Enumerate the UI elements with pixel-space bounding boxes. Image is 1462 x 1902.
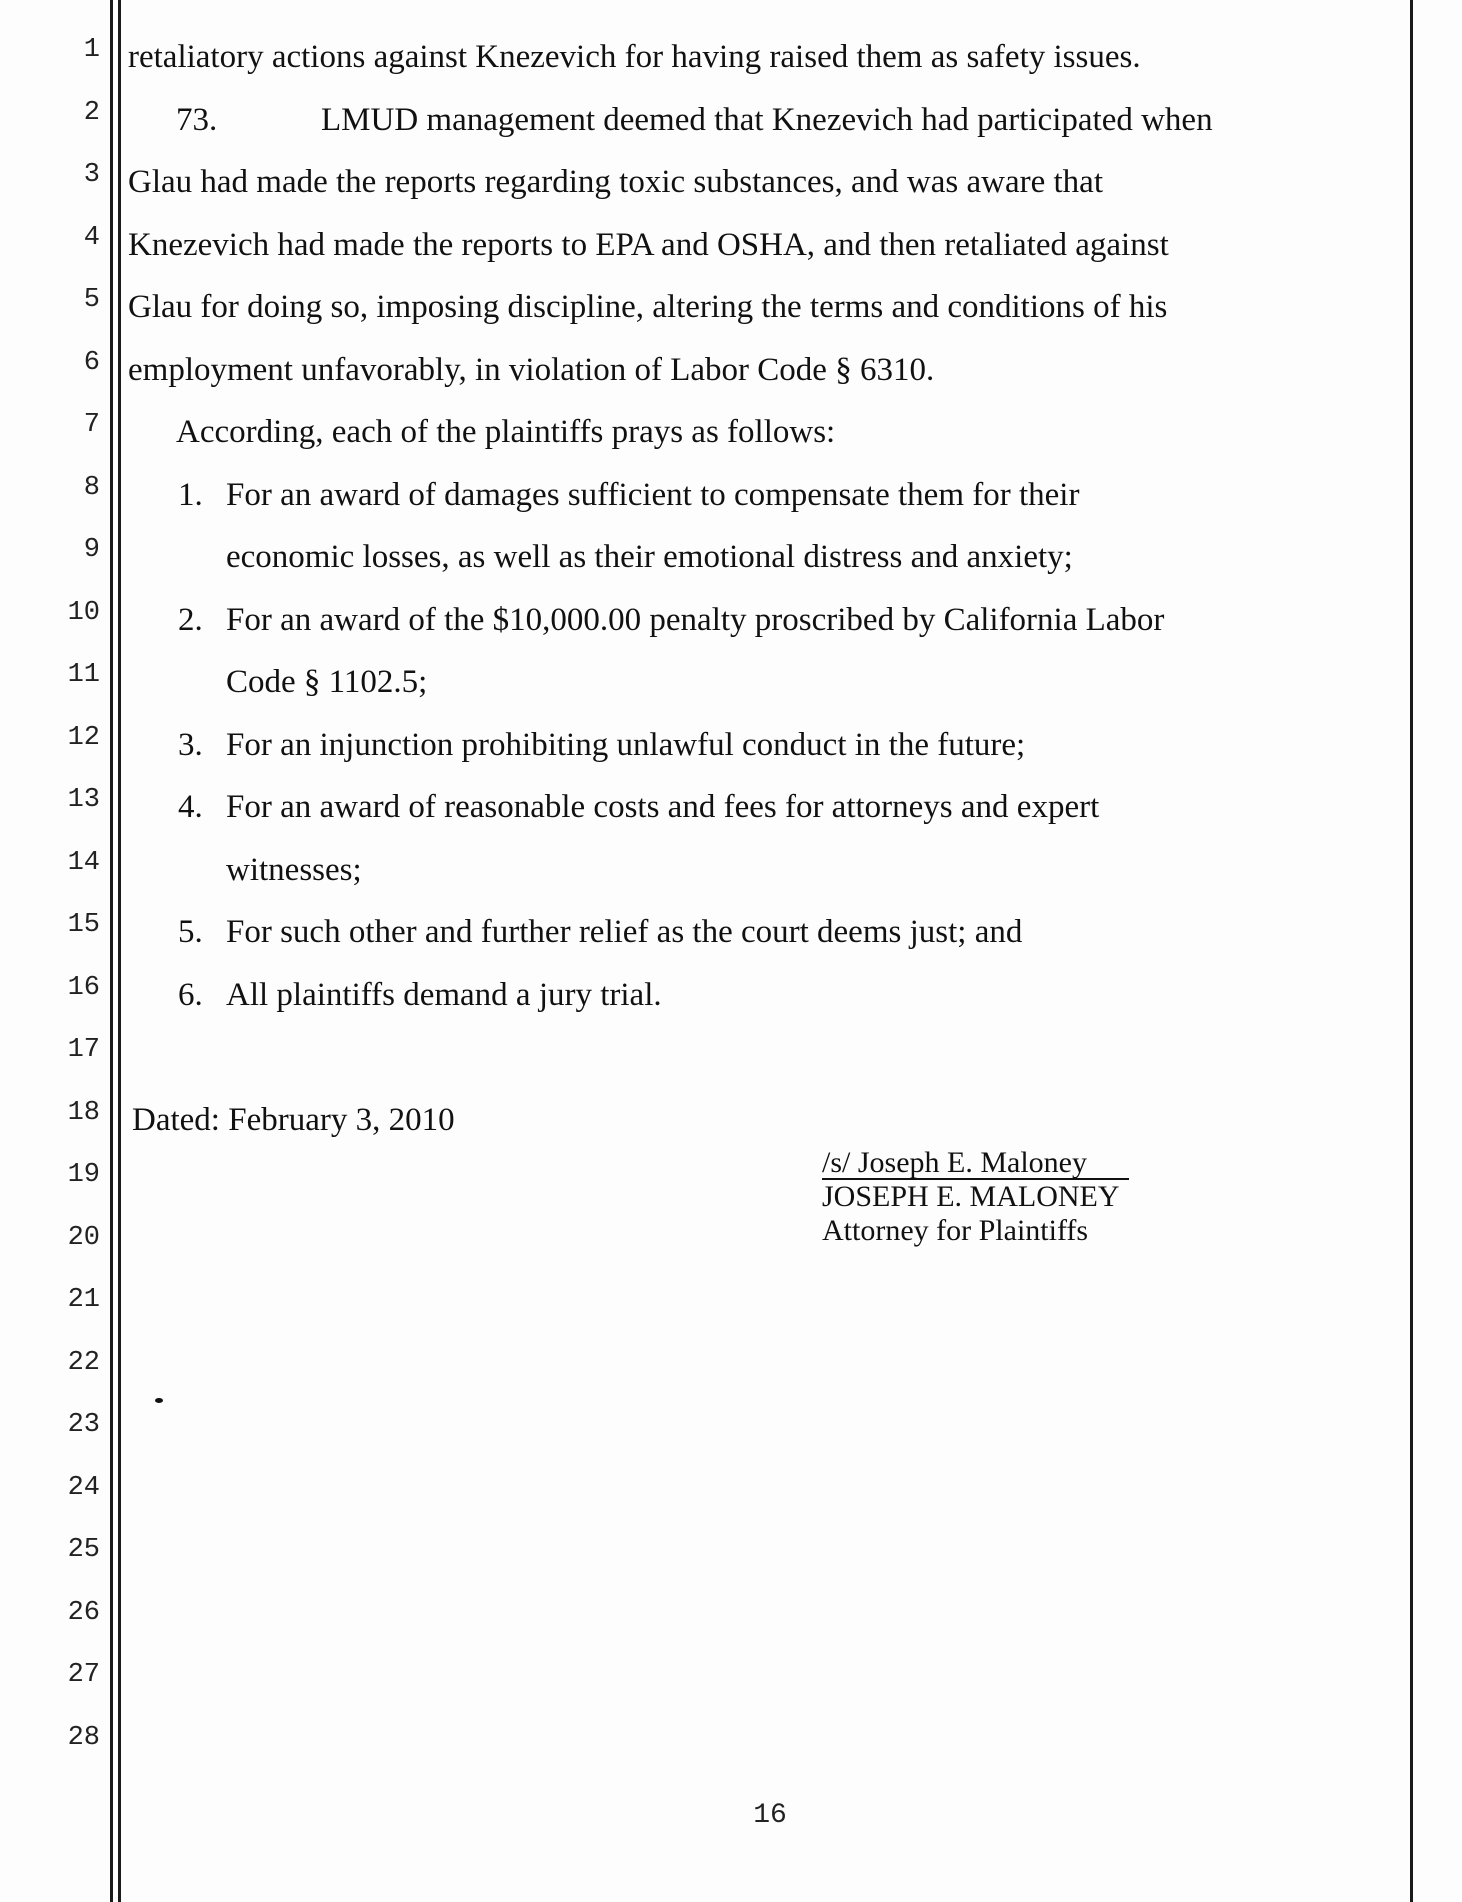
text-line: Glau for doing so, imposing discipline, altering the terms and conditions of his — [128, 289, 1168, 325]
line-number: 22 — [67, 1347, 100, 1378]
prayer-item-text: All plaintiffs demand a jury trial. — [226, 976, 662, 1013]
line-number: 21 — [67, 1285, 100, 1315]
line-number: 23 — [67, 1410, 100, 1440]
paragraph-number: 73. — [176, 101, 218, 138]
prayer-item-number: 4. — [178, 789, 203, 825]
text-line: retaliatory actions against Knezevich for having raised them as safety issues. — [128, 39, 1141, 75]
prayer-item-continuation: economic losses, as well as their emotional distress and anxiety; — [226, 539, 1073, 575]
left-margin-rule-inner — [118, 0, 121, 1902]
page-number: 16 — [753, 1800, 787, 1831]
line-number: 25 — [67, 1535, 100, 1565]
line-number: 15 — [67, 910, 100, 940]
line-numbers — [40, 28, 100, 1778]
line-number: 7 — [83, 410, 100, 440]
prayer-item-number: 1. — [178, 476, 203, 513]
line-number: 18 — [67, 1097, 100, 1128]
line-number: 8 — [83, 472, 100, 503]
line-number: 2 — [83, 97, 100, 128]
prayer-item-continuation: witnesses; — [226, 851, 362, 888]
line-number: 26 — [67, 1597, 100, 1628]
prayer-item — [128, 589, 1398, 652]
line-number: 4 — [83, 222, 100, 253]
text-line: LMUD management deemed that Knezevich had participated when — [321, 101, 1213, 138]
line-number: 16 — [67, 972, 100, 1003]
prayer-item-text: For an award of the $10,000.00 penalty proscribed by California Labor — [226, 601, 1165, 638]
line-number: 3 — [83, 160, 100, 190]
date-line: Dated: February 3, 2010 — [132, 1101, 455, 1138]
blank-line — [128, 1026, 1398, 1089]
electronic-signature: /s/ Joseph E. Maloney — [822, 1148, 1129, 1180]
line-number: 19 — [67, 1160, 100, 1190]
signer-name: JOSEPH E. MALONEY — [822, 1180, 1120, 1213]
scan-speck — [155, 1398, 163, 1403]
prayer-item-number: 5. — [178, 914, 203, 950]
prayer-item-number: 2. — [178, 601, 203, 638]
prayer-intro: According, each of the plaintiffs prays as follows: — [176, 414, 836, 450]
signature-block — [822, 1146, 1129, 1248]
prayer-item-text: For an injunction prohibiting unlawful conduct in the future; — [226, 726, 1026, 763]
text-line: Glau had made the reports regarding toxic substances, and was aware that — [128, 164, 1103, 200]
line-number: 17 — [67, 1035, 100, 1065]
line-number: 12 — [67, 722, 100, 753]
prayer-item-continuation: Code § 1102.5; — [226, 664, 428, 700]
line-number: 28 — [67, 1722, 100, 1753]
prayer-item — [128, 714, 1398, 777]
prayer-item — [128, 901, 1398, 964]
prayer-item-text: For such other and further relief as the court deems just; and — [226, 914, 1023, 950]
line-number: 9 — [83, 535, 100, 565]
prayer-item-text: For an award of reasonable costs and fees for attorneys and expert — [226, 789, 1100, 825]
left-margin-rule — [110, 0, 113, 1902]
prayer-item — [128, 776, 1398, 839]
line-number: 20 — [67, 1222, 100, 1253]
paragraph-73-first-line — [128, 89, 1398, 152]
line-number: 5 — [83, 285, 100, 315]
line-number: 1 — [83, 35, 100, 65]
line-number: 13 — [67, 785, 100, 815]
prayer-item-text: For an award of damages sufficient to compensate them for their — [226, 476, 1080, 513]
right-margin-rule — [1410, 0, 1413, 1902]
line-number: 14 — [67, 847, 100, 878]
document-body — [128, 26, 1398, 1151]
text-line: employment unfavorably, in violation of Labor Code § 6310. — [128, 351, 935, 388]
prayer-item-number: 6. — [178, 976, 203, 1013]
prayer-item — [128, 964, 1398, 1027]
line-number: 6 — [83, 347, 100, 378]
line-number: 24 — [67, 1472, 100, 1503]
line-number: 27 — [67, 1660, 100, 1690]
text-line: Knezevich had made the reports to EPA and OSHA, and then retaliated against — [128, 226, 1169, 263]
line-number: 11 — [67, 660, 100, 690]
prayer-item-number: 3. — [178, 726, 203, 763]
signer-title: Attorney for Plaintiffs — [822, 1214, 1089, 1247]
line-number: 10 — [67, 597, 100, 628]
prayer-item — [128, 464, 1398, 527]
